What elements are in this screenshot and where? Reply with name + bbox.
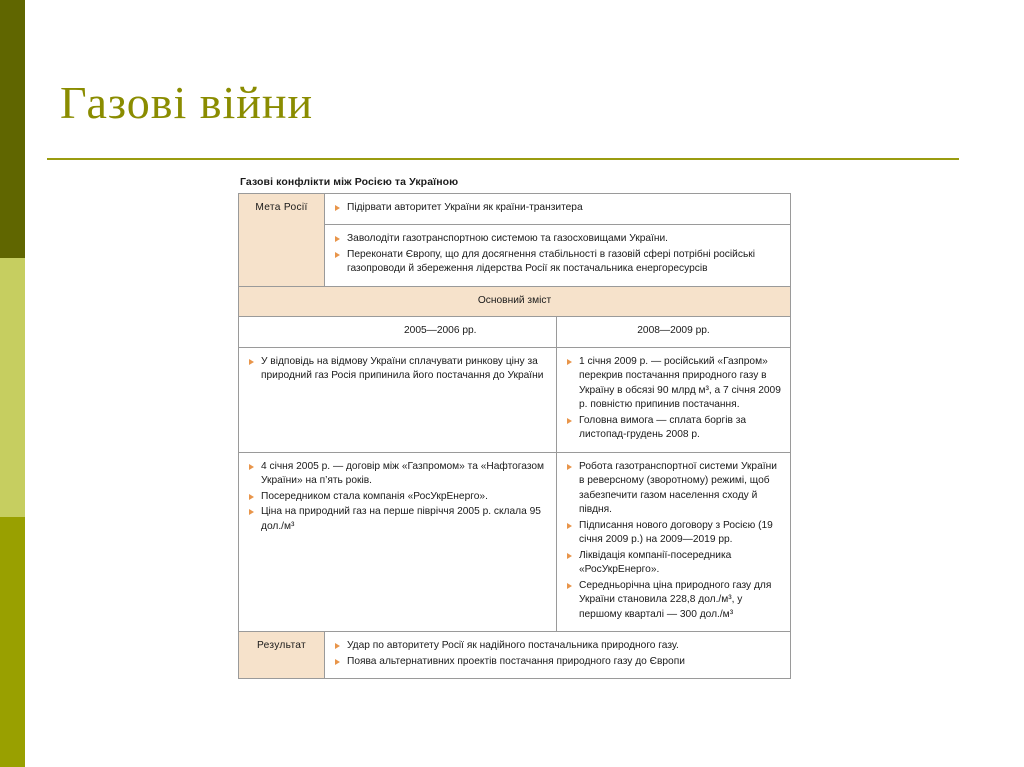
- list-item: Ціна на природний газ на перше півріччя 2005 р. склала 95 дол./м³: [248, 505, 547, 534]
- title-divider: [47, 158, 959, 160]
- gas-conflicts-table: [238, 193, 791, 679]
- goal-first-cell: [325, 194, 791, 225]
- result-list: [334, 639, 781, 669]
- table-row-goal-first: [239, 194, 791, 225]
- row-label-result: Результат: [239, 632, 325, 679]
- sidebar-strip-top: [0, 0, 25, 258]
- list-item: У відповідь на відмову України сплачувати ринкову ціну за природний газ Росія припинила його постачання до України: [248, 355, 547, 384]
- gas-conflicts-figure: [238, 176, 790, 679]
- table-row-periods: [239, 317, 791, 347]
- period-header-right: 2008—2009 рр.: [557, 317, 791, 347]
- goal-items-list: [334, 232, 781, 276]
- content-left-cell-1: [239, 347, 557, 452]
- table-row-content-1: [239, 347, 791, 452]
- list-item: 1 січня 2009 р. — російський «Газпром» перекрив постачання природного газу в Україну в обсязі 90 млрд м³, а 7 січня 2009 р. повністю припинив постачання.: [566, 355, 781, 413]
- content-band-label: Основний зміст: [239, 286, 791, 316]
- table-row-result: [239, 632, 791, 679]
- list-item: Середньорічна ціна природного газу для України становила 228,8 дол./м³, у першому кварталі — 300 дол./м³: [566, 579, 781, 622]
- content-left-list-1: [248, 355, 547, 384]
- list-item: Заволодіти газотранспортною системою та газосховищами України.: [334, 232, 781, 246]
- list-item: Ліквідація компанії-посередника «РосУкрЕнерго».: [566, 549, 781, 578]
- content-right-cell-1: [557, 347, 791, 452]
- goal-items-cell: [325, 225, 791, 286]
- period-header-left-spacer: [239, 317, 325, 347]
- content-right-list-2: [566, 460, 781, 622]
- content-right-cell-2: [557, 452, 791, 631]
- list-item: Робота газотранспортної системи України в реверсному (зворотному) режимі, щоб забезпечити газом населення сходу й півдня.: [566, 460, 781, 518]
- list-item: 4 січня 2005 р. — договір між «Газпромом» та «Нафтогазом України» на п’ять років.: [248, 460, 547, 489]
- sidebar-strip-bottom: [0, 517, 25, 767]
- list-item: Головна вимога — сплата боргів за листопад-грудень 2008 р.: [566, 414, 781, 443]
- table-row-content-2: [239, 452, 791, 631]
- content-left-list-2: [248, 460, 547, 534]
- list-item: Підписання нового договору з Росією (19 січня 2009 р.) на 2009—2019 рр.: [566, 519, 781, 548]
- list-item: Переконати Європу, що для досягнення стабільності в газовій сфері потрібні російські газопроводи й збереження лідерства Росії як постачальника енергоресурсів: [334, 248, 781, 277]
- list-item: Підірвати авторитет України як країни-транзитера: [334, 201, 781, 215]
- period-header-left: 2005—2006 рр.: [325, 317, 557, 347]
- result-cell: [325, 632, 791, 679]
- list-item: Удар по авторитету Росії як надійного постачальника природного газу.: [334, 639, 781, 653]
- goal-first-list: [334, 201, 781, 215]
- list-item: Поява альтернативних проектів постачання природного газу до Європи: [334, 655, 781, 669]
- figure-caption: Газові конфлікти між Росією та Україною: [240, 176, 459, 188]
- sidebar-strip-middle: [0, 258, 25, 517]
- table-row-content-band: [239, 286, 791, 316]
- row-label-goal: Мета Росії: [239, 194, 325, 287]
- content-left-cell-2: [239, 452, 557, 631]
- slide-title: Газові війни: [60, 77, 314, 128]
- content-right-list-1: [566, 355, 781, 443]
- list-item: Посередником стала компанія «РосУкрЕнерго».: [248, 490, 547, 504]
